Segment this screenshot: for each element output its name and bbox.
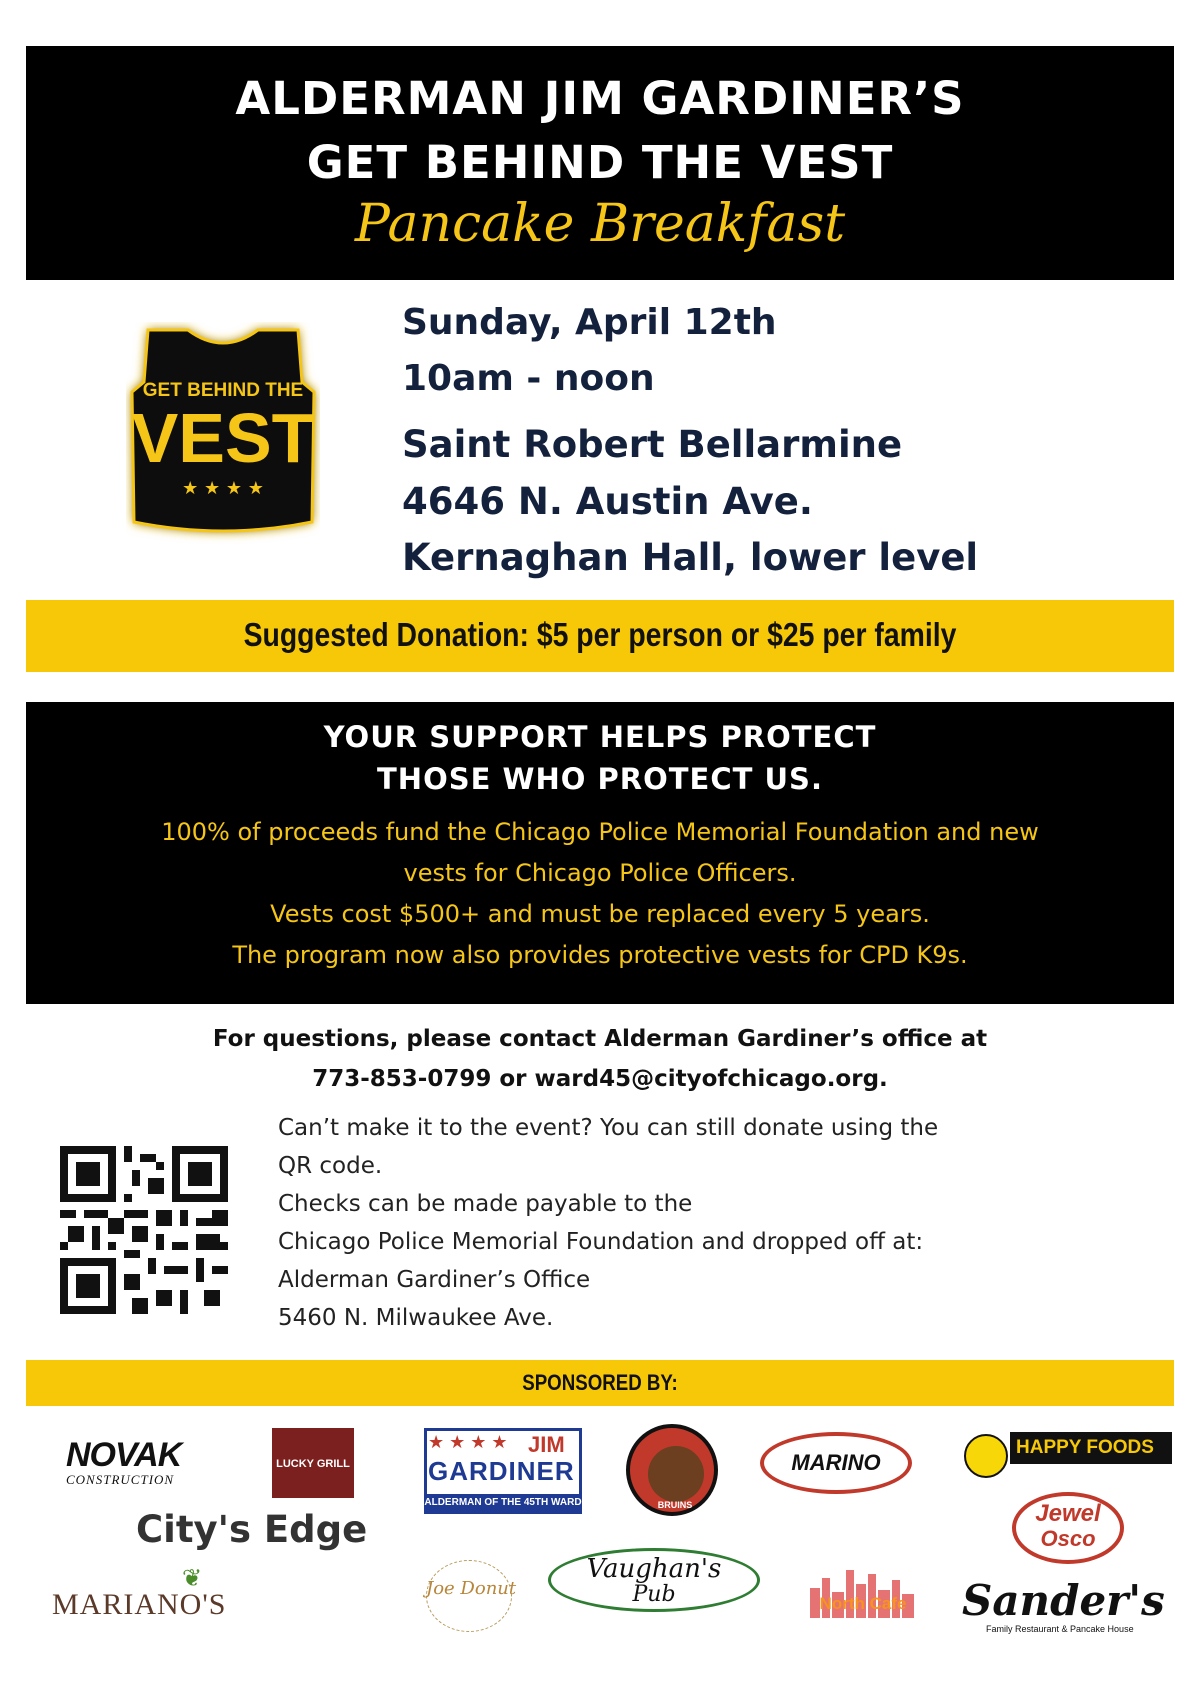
lucky-grill-logo: LUCKY GRILL xyxy=(272,1428,354,1498)
bear-icon xyxy=(648,1446,704,1502)
marino-logo-text: MARINO xyxy=(791,1450,881,1475)
novak-logo-sub: CONSTRUCTION xyxy=(66,1472,175,1487)
sanders-logo: Sander's xyxy=(962,1576,1165,1625)
vest-logo-stars: ★ ★ ★ ★ xyxy=(182,478,264,499)
jewel-osco-text2: Osco xyxy=(1040,1526,1096,1551)
donation-banner xyxy=(26,600,1174,672)
jim-gardiner-name1: JIM xyxy=(528,1432,565,1457)
donate-info-line2: QR code. xyxy=(278,1153,383,1179)
bruins-logo-text: BRUINS xyxy=(657,1500,693,1510)
north-cafe-logo: North Cafe xyxy=(819,1594,907,1613)
support-paragraph-line2: vests for Chicago Police Officers. xyxy=(403,859,797,887)
contact-line2: 773-853-0799 or ward45@cityofchicago.org. xyxy=(312,1066,888,1092)
vest-logo-icon xyxy=(126,322,320,544)
marianos-logo: MARIANO'S xyxy=(52,1588,227,1621)
vest-logo-line1: GET BEHIND THE xyxy=(142,380,304,401)
event-hall: Kernaghan Hall, lower level xyxy=(402,536,979,579)
donate-info-line5: Alderman Gardiner’s Office xyxy=(278,1267,591,1293)
header-subtitle: Pancake Breakfast xyxy=(354,194,846,254)
header-title-line1: ALDERMAN JIM GARDINER’S xyxy=(235,72,965,125)
event-date: Sunday, April 12th xyxy=(402,302,777,343)
donate-info-line4: Chicago Police Memorial Foundation and dropped off at: xyxy=(278,1229,924,1255)
vest-logo-line2: VEST xyxy=(131,399,315,477)
contact-line1: For questions, please contact Alderman Gardiner’s office at xyxy=(212,1026,988,1052)
novak-logo: NOVAK xyxy=(66,1436,182,1474)
sanders-logo-sub: Family Restaurant & Pancake House xyxy=(986,1624,1134,1634)
jim-gardiner-subtitle: ALDERMAN OF THE 45TH WARD xyxy=(424,1494,582,1514)
donate-info-line6: 5460 N. Milwaukee Ave. xyxy=(278,1305,554,1331)
happy-foods-logo: HAPPY FOODS xyxy=(1010,1432,1172,1464)
vaughans-pub-text1: Vaughan's xyxy=(586,1554,722,1584)
joe-donut-text: Joe Donut xyxy=(426,1578,517,1599)
sponsor-banner xyxy=(26,1360,1174,1406)
support-paragraph-line4: The program now also provides protective vests for CPD K9s. xyxy=(232,941,968,969)
smiley-face-icon xyxy=(964,1434,1008,1478)
qr-code-icon[interactable] xyxy=(60,1146,228,1314)
sponsor-heading: SPONSORED BY: xyxy=(522,1370,678,1395)
support-paragraph-line1: 100% of proceeds fund the Chicago Police Memorial Foundation and new xyxy=(161,818,1039,846)
event-time: 10am - noon xyxy=(402,358,655,399)
event-address: 4646 N. Austin Ave. xyxy=(402,480,813,523)
support-heading-line2: THOSE WHO PROTECT US. xyxy=(377,762,823,796)
header-banner xyxy=(26,46,1174,280)
support-heading-line1: YOUR SUPPORT HELPS PROTECT xyxy=(323,720,877,754)
donate-info-line1: Can’t make it to the event? You can still donate using the xyxy=(278,1115,939,1141)
donation-text: Suggested Donation: $5 per person or $25 per family xyxy=(243,616,957,653)
leaf-icon: ❦ xyxy=(182,1564,203,1592)
jim-gardiner-name2: GARDINER xyxy=(428,1456,575,1486)
event-venue: Saint Robert Bellarmine xyxy=(402,423,903,466)
jewel-osco-text1: Jewel xyxy=(1035,1500,1101,1527)
jim-gardiner-stars: ★ ★ ★ ★ xyxy=(428,1432,508,1452)
header-title-line2: GET BEHIND THE VEST xyxy=(306,136,894,189)
support-box xyxy=(26,702,1174,1004)
support-paragraph-line3: Vests cost $500+ and must be replaced every 5 years. xyxy=(270,900,930,928)
vaughans-pub-text2: Pub xyxy=(632,1582,676,1607)
donate-info-line3: Checks can be made payable to the xyxy=(278,1191,693,1217)
citys-edge-logo: City's Edge xyxy=(136,1508,368,1551)
